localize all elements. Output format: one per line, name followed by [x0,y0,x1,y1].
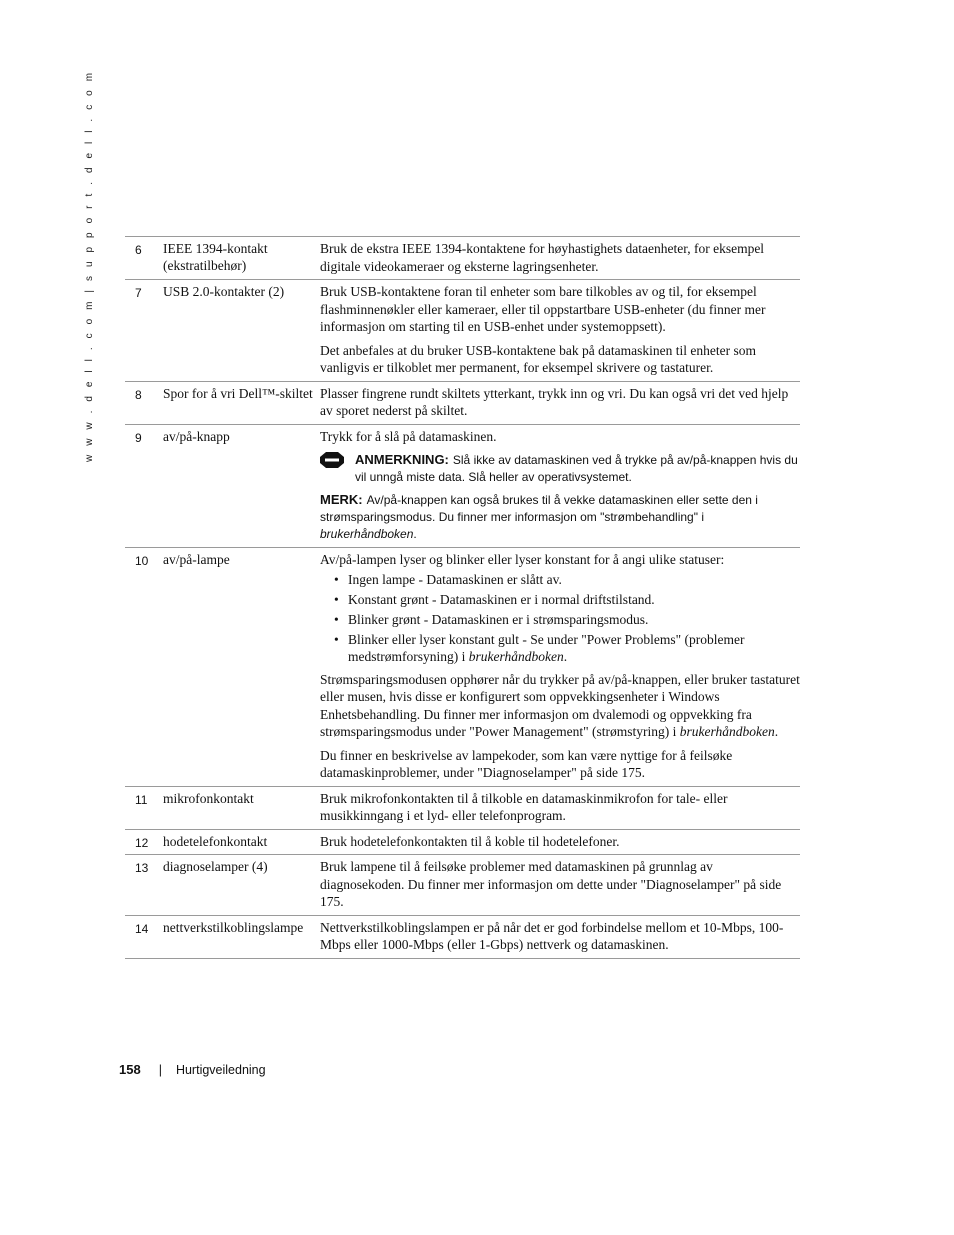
table-row [125,829,800,855]
footer-title: Hurtigveiledning [175,1063,266,1077]
description-paragraph: Du finner en beskrivelse av lampekoder, som kan være nyttige for å feilsøke datamaskinproblemer, under "Diagnoselamper" på side 175. [320,747,733,780]
description-intro: Av/på-lampen lyser og blinker eller lyser konstant for å angi ulike statuser: [320,552,725,567]
component-name: mikrofonkontakt [163,786,320,829]
notice-box [320,451,800,486]
description-paragraph: Bruk mikrofonkontakten til å tilkoble en datamaskinmikrofon for tale- eller musikkinngang i et lyd- eller telefonprogram. [320,790,728,823]
component-name: diagnoselamper (4) [163,855,320,916]
description-paragraph: Plasser fingrene rundt skiltets ytterkant, trykk inn og vri. Du kan også vri det ved hjelp av sporet nederst på skiltet. [320,385,789,418]
notice-label: ANMERKNING: [355,452,449,467]
component-description [320,381,800,424]
component-description [320,237,800,280]
row-number: 10 [125,548,163,787]
note-end: . [413,527,417,541]
component-description [320,548,800,787]
note-paragraph [320,491,800,543]
table-row [125,548,800,787]
list-item-text: Blinker eller lyser konstant gult - Se under "Power Problems" (problemer medstrømforsyning) i [348,631,745,664]
component-name: av/på-lampe [163,548,320,787]
note-label: MERK: [320,492,363,507]
table-row [125,915,800,958]
row-number: 12 [125,829,163,855]
description-paragraph [320,671,800,741]
list-item: • Blinker grønt - Datamaskinen er i strømsparingsmodus. [334,611,800,628]
paragraph-text: Strømsparingsmodusen opphører når du trykker på av/på-knappen, eller bruker tastaturet eller musen, hvis disse er konfigurert som oppvekkingsenheter i Windows Enhetsbehandling. Du finner mer informasjon om dvalemodi og oppvekking fra strømsparingsmodus under "Power Management" (strømstyring) i [320,671,800,739]
notice-body [355,451,800,486]
description-paragraph: Trykk for å slå på datamaskinen. [320,428,497,444]
component-table [125,236,800,959]
description-paragraph: Det anbefales at du bruker USB-kontaktene bak på datamaskinen til enheter som vanligvis er tilkoblet mer permanent, for eksempel skrivere og tastaturer. [320,342,756,375]
table-row [125,855,800,916]
description-paragraph: Bruk de ekstra IEEE 1394-kontaktene for høyhastighets dataenheter, for eksempel digitale videokameraer og eksterne lagringsenheter. [320,241,765,274]
list-item-end: . [563,648,568,664]
status-list [320,571,800,665]
description-paragraph: Bruk hodetelefonkontakten til å koble til hodetelefoner. [320,833,620,849]
notice-text: Slå ikke av datamaskinen ved å trykke på av/på-knappen hvis du vil unngå miste data. Slå heller av operativsystemet. [355,453,798,484]
table-row [125,381,800,424]
list-item: • Ingen lampe - Datamaskinen er slått av. [334,571,800,588]
description-paragraph: Bruk lampene til å feilsøke problemer med datamaskinen på grunnlag av diagnosekoden. Du finner mer informasjon om dette under "Diagnoselamper" på side 175. [320,859,782,909]
notice-icon [320,452,344,468]
component-description [320,855,800,916]
page-number: 158 [119,1062,141,1077]
list-item [334,631,800,665]
row-number: 13 [125,855,163,916]
side-url-text: w w w . d e l l . c o m | s u p p o r t . d e l l . c o m [84,69,95,462]
component-description [320,829,800,855]
row-number: 7 [125,280,163,382]
table-row [125,237,800,280]
row-number: 6 [125,237,163,280]
table-row [125,786,800,829]
paragraph-end: . [774,724,779,739]
component-name: av/på-knapp [163,424,320,548]
list-item-italic-ref: brukerhåndboken [468,648,564,664]
component-name: Spor for å vri Dell™-skiltet [163,381,320,424]
component-description [320,424,800,548]
component-name: IEEE 1394-kontakt (ekstratilbehør) [163,237,320,280]
note-text: Av/på-knappen kan også brukes til å vekke datamaskinen eller sette den i strømsparingsmodus. Du finner mer informasjon om "strømbehandling" i [320,493,758,524]
component-name: USB 2.0-kontakter (2) [163,280,320,382]
row-number: 11 [125,786,163,829]
component-name: hodetelefonkontakt [163,829,320,855]
row-number: 9 [125,424,163,548]
component-name: nettverkstilkoblingslampe [163,915,320,958]
footer-separator: | [158,1063,162,1077]
description-paragraph: Nettverkstilkoblingslampen er på når det er god forbindelse mellom et 10-Mbps, 100-Mbps eller 1000-Mbps (eller 1-Gbps) nettverk og datamaskinen. [320,919,784,952]
table-row [125,424,800,548]
row-number: 14 [125,915,163,958]
list-item: • Konstant grønt - Datamaskinen er i normal driftstilstand. [334,591,800,608]
component-description [320,786,800,829]
component-description [320,280,800,382]
table-row [125,280,800,382]
component-description [320,915,800,958]
note-italic-ref: brukerhåndboken [320,527,414,541]
paragraph-italic-ref: brukerhåndboken [679,724,775,739]
row-number: 8 [125,381,163,424]
page-footer [119,1062,266,1077]
description-paragraph: Bruk USB-kontaktene foran til enheter som bare tilkobles av og til, for eksempel flashminnenøkler eller kameraer, eller til oppstartbare USB-enheter (du finner mer informasjon om starting til en USB-enhet under systemoppsett). [320,284,766,334]
